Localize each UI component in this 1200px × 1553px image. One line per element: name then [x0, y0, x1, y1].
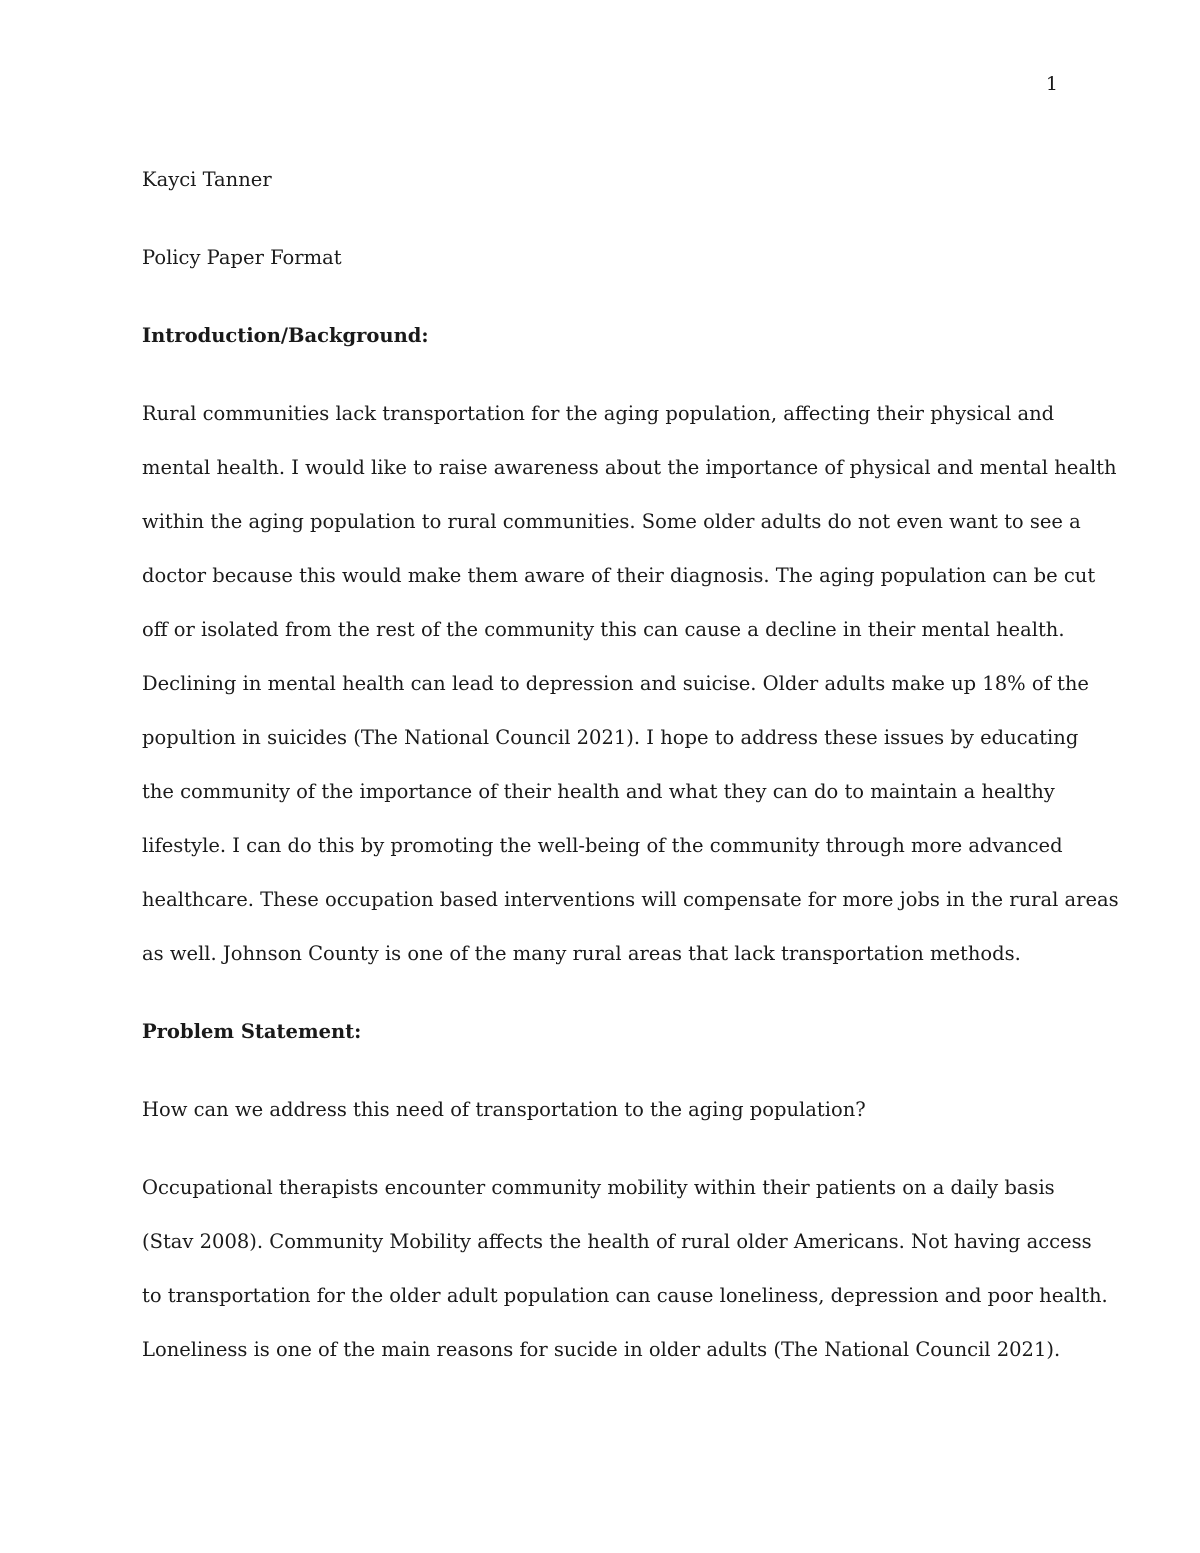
- paragraph-line: as well. Johnson County is one of the many rural areas that lack transportation methods.: [142, 942, 1021, 965]
- document-title: Policy Paper Format: [142, 246, 342, 269]
- paragraph-line: Declining in mental health can lead to depression and suicise. Older adults make up 18% of the: [142, 672, 1089, 695]
- paragraph-line: the community of the importance of their health and what they can do to maintain a healthy: [142, 780, 1055, 803]
- section-heading-problem-statement: Problem Statement:: [142, 1020, 362, 1043]
- paragraph-line: off or isolated from the rest of the community this can cause a decline in their mental health.: [142, 618, 1065, 641]
- document-body: [142, 166, 1119, 1390]
- author-name: Kayci Tanner: [142, 168, 272, 191]
- paragraph-line: doctor because this would make them aware of their diagnosis. The aging population can be cut: [142, 564, 1096, 587]
- paragraph-line: (Stav 2008). Community Mobility affects the health of rural older Americans. Not having access: [142, 1230, 1092, 1253]
- paragraph-line: healthcare. These occupation based interventions will compensate for more jobs in the rural areas: [142, 888, 1119, 911]
- section-heading-introduction: Introduction/Background:: [142, 324, 429, 347]
- paragraph-line: Occupational therapists encounter community mobility within their patients on a daily basis: [142, 1176, 1055, 1199]
- paragraph-introduction: [142, 400, 1119, 994]
- paragraph-line: to transportation for the older adult population can cause loneliness, depression and poor health.: [142, 1284, 1108, 1307]
- paragraph-line: Loneliness is one of the main reasons for sucide in older adults (The National Council 2021).: [142, 1338, 1061, 1361]
- paragraph-problem: [142, 1174, 1108, 1390]
- paragraph-line: popultion in suicides (The National Council 2021). I hope to address these issues by educating: [142, 726, 1079, 749]
- paragraph-line: lifestyle. I can do this by promoting the well-being of the community through more advanced: [142, 834, 1063, 857]
- paragraph-line: mental health. I would like to raise awareness about the importance of physical and mental health: [142, 456, 1117, 479]
- page-number: 1: [1045, 73, 1058, 95]
- problem-question: How can we address this need of transportation to the aging population?: [142, 1098, 866, 1121]
- paragraph-line: within the aging population to rural communities. Some older adults do not even want to see a: [142, 510, 1081, 533]
- paragraph-line: Rural communities lack transportation for the aging population, affecting their physical and: [142, 402, 1055, 425]
